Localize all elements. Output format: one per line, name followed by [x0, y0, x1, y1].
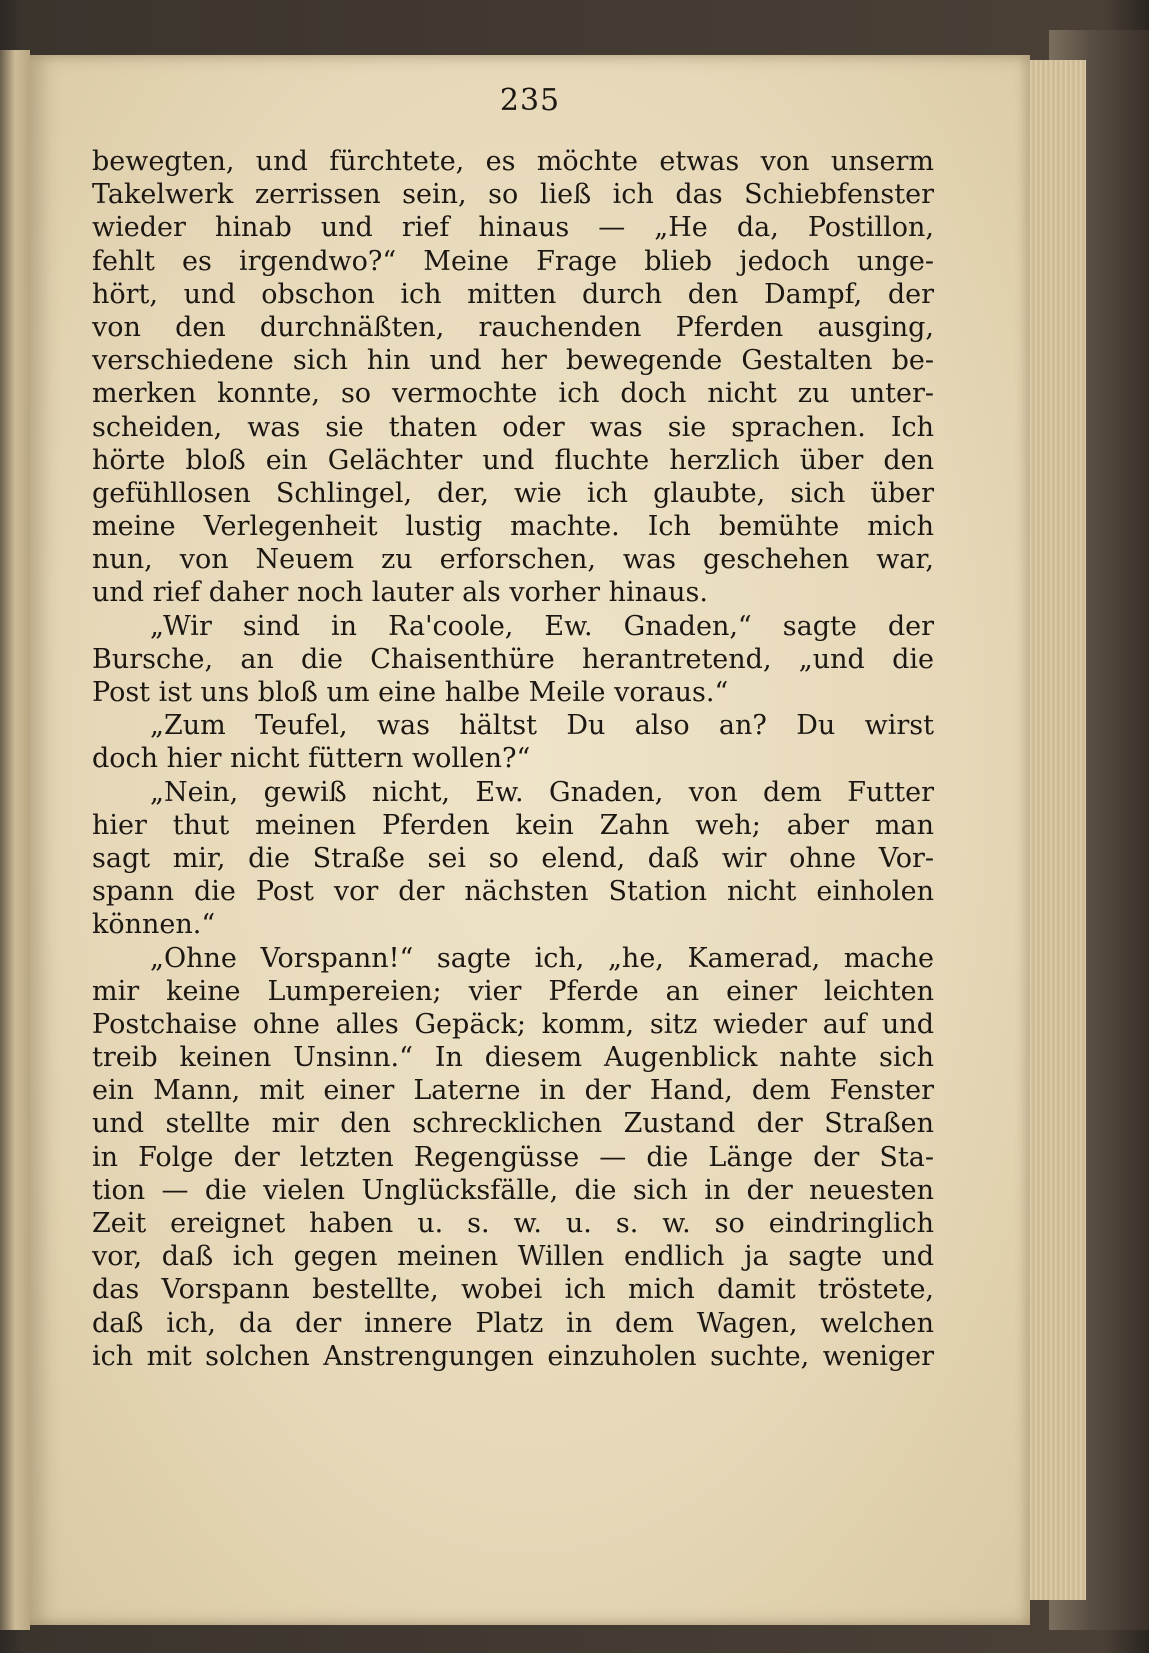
text-line: bewegten, und fürchtete, es möchte etwas von unserm	[92, 146, 934, 177]
text-line: können.“	[92, 909, 216, 941]
text-line: Takelwerk zerrissen sein, so ließ ich das Schiebfenster	[92, 179, 934, 211]
text-line: treib keinen Unsinn.“ In diesem Augenblick nahte sich	[92, 1042, 934, 1074]
text-line: scheiden, was sie thaten oder was sie sprachen. Ich	[92, 411, 934, 443]
text-line: hörte bloß ein Gelächter und fluchte herzlich über den	[92, 444, 934, 476]
book-page	[30, 55, 1030, 1625]
text-line: „Wir sind in Ra'coole, Ew. Gnaden,“ sagte der	[150, 610, 934, 642]
text-line: Zeit ereignet haben u. s. w. u. s. w. so eindringlich	[92, 1208, 934, 1239]
text-line: „Ohne Vorspann!“ sagte ich, „he, Kamerad, mache	[150, 942, 934, 974]
text-line: daß ich, da der innere Platz in dem Wagen, welchen	[92, 1307, 934, 1339]
text-line: spann die Post vor der nächsten Station nicht einholen	[92, 876, 934, 908]
text-line: nun, von Neuem zu erforschen, was geschehen war,	[92, 544, 934, 576]
text-line: doch hier nicht füttern wollen?“	[92, 743, 531, 775]
text-line: gefühllosen Schlingel, der, wie ich glaubte, sich über	[92, 477, 934, 509]
text-line: wieder hinab und rief hinaus — „He da, Postillon,	[92, 212, 934, 244]
text-line: Post ist uns bloß um eine halbe Meile voraus.“	[92, 677, 729, 708]
text-line: Bursche, an die Chaisenthüre herantretend, „und die	[92, 643, 934, 675]
text-line: meine Verlegenheit lustig machte. Ich bemühte mich	[92, 511, 934, 543]
text-line: verschiedene sich hin und her bewegende Gestalten be-	[92, 345, 934, 377]
page-number: 235	[499, 83, 561, 118]
text-line: und stellte mir den schrecklichen Zustand der Straßen	[92, 1108, 934, 1140]
text-line: fehlt es irgendwo?“ Meine Frage blieb jedoch unge-	[92, 245, 934, 277]
text-line: von den durchnäßten, rauchenden Pferden ausging,	[92, 311, 934, 343]
text-line: „Nein, gewiß nicht, Ew. Gnaden, von dem Futter	[150, 776, 934, 808]
text-line: ein Mann, mit einer Laterne in der Hand, dem Fenster	[92, 1075, 934, 1107]
page-edges	[1025, 60, 1086, 1600]
body-text	[92, 145, 934, 1373]
text-line: in Folge der letzten Regengüsse — die Länge der Sta-	[92, 1141, 934, 1173]
text-line: tion — die vielen Unglücksfälle, die sich in der neuesten	[92, 1174, 934, 1206]
text-line: das Vorspann bestellte, wobei ich mich damit tröstete,	[92, 1274, 934, 1306]
text-line: und rief daher noch lauter als vorher hinaus.	[92, 577, 708, 609]
text-line: hört, und obschon ich mitten durch den Dampf, der	[92, 278, 934, 310]
text-line: „Zum Teufel, was hältst Du also an? Du wirst	[150, 710, 934, 742]
text-line: sagt mir, die Straße sei so elend, daß wir ohne Vor-	[92, 842, 934, 874]
previous-page-edge	[0, 50, 30, 1630]
text-line: vor, daß ich gegen meinen Willen endlich ja sagte und	[92, 1241, 934, 1273]
text-line: mir keine Lumpereien; vier Pferde an einer leichten	[92, 975, 934, 1007]
text-line: hier thut meinen Pferden kein Zahn weh; aber man	[92, 809, 934, 841]
text-line: merken konnte, so vermochte ich doch nicht zu unter-	[92, 378, 934, 410]
text-line: ich mit solchen Anstrengungen einzuholen suchte, weniger	[92, 1340, 934, 1372]
text-line: Postchaise ohne alles Gepäck; komm, sitz wieder auf und	[92, 1008, 934, 1040]
